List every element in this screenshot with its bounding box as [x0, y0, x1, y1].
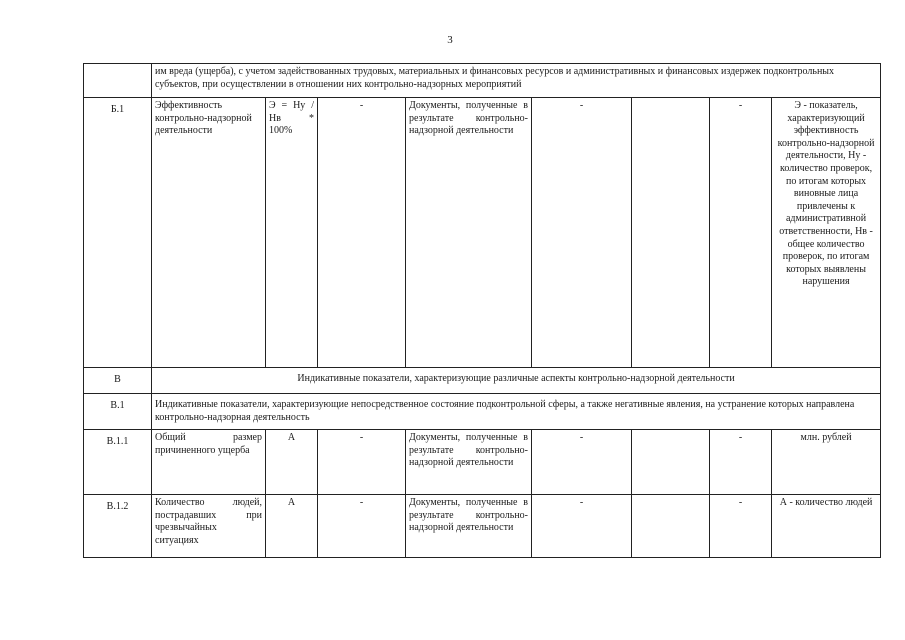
section-code: В [84, 368, 152, 394]
indicators-table [83, 63, 881, 558]
row-code: В.1.1 [84, 430, 152, 495]
continuation-text: им вреда (ущерба), с учетом задействованных трудовых, материальных и финансовых ресурсов и административных и финансовых издержек подконтрольных субъектов, при осуществлении в отношении них контрольно-надзорных мероприятий [152, 64, 881, 98]
table-row-b11 [84, 430, 881, 495]
data-source: Документы, полученные в результате контрольно-надзорной деятельности [406, 430, 532, 495]
indicator-name: Общий размер причиненного ущерба [152, 430, 266, 495]
indicator-formula: Э = Ну / Нв * 100% [266, 98, 318, 368]
indicator-comment: Э - показатель, характеризующий эффективность контрольно-надзорной деятельности, Ну - количество проверок, по итогам которых виновные лица привлечены к административной ответственности, Нв - общее количество проверок, по итогам которых выявлены нарушения [772, 98, 881, 368]
data-source: Документы, полученные в результате контрольно-надзорной деятельности [406, 495, 532, 558]
section-code: В.1 [84, 394, 152, 430]
cell-col8: - [710, 430, 772, 495]
page-number: 3 [447, 34, 453, 46]
cell-col4: - [318, 430, 406, 495]
cell-col7 [632, 98, 710, 368]
cell-col8: - [710, 495, 772, 558]
data-source: Документы, полученные в результате контрольно-надзорной деятельности [406, 98, 532, 368]
cell-col4: - [318, 495, 406, 558]
indicator-formula: А [266, 430, 318, 495]
section-title: Индикативные показатели, характеризующие непосредственное состояние подконтрольной сферы, а также негативные явления, на устранение которых направлена контрольно-надзорная деятельность [152, 394, 881, 430]
cell-col7 [632, 430, 710, 495]
section-title: Индикативные показатели, характеризующие различные аспекты контрольно-надзорной деятельности [152, 368, 881, 394]
indicator-formula: А [266, 495, 318, 558]
cell-col6: - [532, 430, 632, 495]
cell-col8: - [710, 98, 772, 368]
cell-col6: - [532, 495, 632, 558]
row-code: В.1.2 [84, 495, 152, 558]
indicator-comment: А - количество людей [772, 495, 881, 558]
continuation-row [84, 64, 881, 98]
row-code: Б.1 [84, 98, 152, 368]
table-row-b12 [84, 495, 881, 558]
cell-col4: - [318, 98, 406, 368]
indicator-name: Эффективность контрольно-надзорной деятельности [152, 98, 266, 368]
cell-col7 [632, 495, 710, 558]
indicator-comment: млн. рублей [772, 430, 881, 495]
section-row-b1 [84, 394, 881, 430]
empty-code-cell [84, 64, 152, 98]
table-row-b1 [84, 98, 881, 368]
cell-col6: - [532, 98, 632, 368]
indicator-name: Количество людей, пострадавших при чрезвычайных ситуациях [152, 495, 266, 558]
section-row-b [84, 368, 881, 394]
